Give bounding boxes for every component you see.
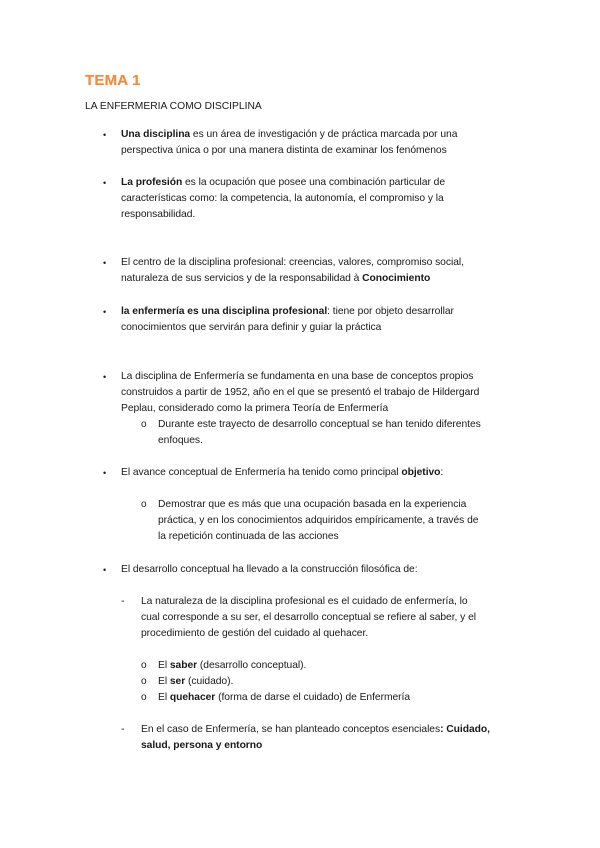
paragraph-line: procedimiento de gestión del cuidado al quehacer. bbox=[141, 628, 369, 639]
sub-bullet-marker: o bbox=[141, 419, 147, 430]
bold-term: quehacer bbox=[169, 692, 216, 703]
paragraph-line bbox=[121, 175, 445, 191]
bold-term: Una disciplina bbox=[121, 129, 191, 140]
sub-bullet-marker: o bbox=[141, 692, 147, 703]
paragraph-line: Durante este trayecto de desarrollo conceptual se han tenido diferentes bbox=[158, 419, 481, 430]
list-item bbox=[158, 658, 306, 674]
paragraph-line bbox=[121, 304, 454, 320]
paragraph-line: salud, persona y entorno bbox=[141, 740, 263, 751]
paragraph-line: enfoques. bbox=[158, 435, 203, 446]
paragraph-line: Peplau, considerado como la primera Teoría de Enfermería bbox=[121, 403, 389, 414]
text-span: El avance conceptual de Enfermería ha tenido como principal bbox=[121, 467, 402, 478]
bullet-marker: • bbox=[103, 178, 107, 188]
text-span: En el caso de Enfermería, se han planteado conceptos esenciales bbox=[141, 724, 441, 735]
bold-term: saber bbox=[169, 660, 198, 671]
bold-term: La profesión bbox=[121, 177, 183, 188]
paragraph-line: El desarrollo conceptual ha llevado a la construcción filosófica de: bbox=[121, 564, 418, 575]
text-span: El bbox=[158, 676, 170, 687]
text-span: naturaleza de sus servicios y de la responsabilidad à bbox=[121, 273, 363, 284]
paragraph-line bbox=[141, 722, 490, 738]
sub-bullet-marker: o bbox=[141, 660, 147, 671]
text-span: El bbox=[158, 692, 170, 703]
bold-term: : Cuidado, bbox=[440, 724, 490, 735]
paragraph-line: El centro de la disciplina profesional: creencias, valores, compromiso social, bbox=[121, 257, 464, 268]
bullet-marker: • bbox=[103, 565, 107, 575]
sub-bullet-marker: o bbox=[141, 499, 147, 510]
text-span: (cuidado). bbox=[185, 676, 234, 687]
paragraph-line bbox=[121, 127, 457, 143]
paragraph-line: práctica, y en los conocimientos adquiridos empíricamente, a través de bbox=[158, 515, 479, 526]
list-item bbox=[158, 674, 233, 690]
bold-term: la enfermería es una disciplina profesional bbox=[121, 306, 328, 317]
paragraph-line bbox=[121, 465, 443, 481]
paragraph-line: responsabilidad. bbox=[121, 209, 196, 220]
paragraph-line: La naturaleza de la disciplina profesional es el cuidado de enfermería, lo bbox=[141, 596, 468, 607]
bold-term: Conocimiento bbox=[362, 273, 431, 284]
section-heading: LA ENFERMERIA COMO DISCIPLINA bbox=[85, 101, 262, 112]
paragraph-line: características como: la competencia, la autonomía, el compromiso y la bbox=[121, 193, 444, 204]
sub-bullet-marker: o bbox=[141, 676, 147, 687]
bullet-marker: • bbox=[103, 130, 107, 140]
text-span: es la ocupación que posee una combinación particular de bbox=[182, 177, 445, 188]
paragraph-line: construidos a partir de 1952, año en el que se presentó el trabajo de Hildergard bbox=[121, 387, 480, 398]
paragraph-line: cual corresponde a su ser, el desarrollo conceptual se refiere al saber, y el bbox=[141, 612, 476, 623]
paragraph-line: La disciplina de Enfermería se fundamenta en una base de conceptos propios bbox=[121, 371, 474, 382]
list-item bbox=[158, 690, 410, 706]
paragraph-line bbox=[121, 271, 430, 287]
dash-marker: - bbox=[121, 596, 125, 607]
text-span: El bbox=[158, 660, 170, 671]
text-span: (desarrollo conceptual). bbox=[197, 660, 307, 671]
text-span: : bbox=[440, 467, 444, 478]
paragraph-line: Demostrar que es más que una ocupación basada en la experiencia bbox=[158, 499, 467, 510]
bullet-marker: • bbox=[103, 468, 107, 478]
page-title: TEMA 1 bbox=[85, 72, 141, 89]
text-span: : tiene por objeto desarrollar bbox=[327, 306, 454, 317]
paragraph-line: conocimientos que servirán para definir y guiar la práctica bbox=[121, 322, 382, 333]
bullet-marker: • bbox=[103, 258, 107, 268]
text-span: es un área de investigación y de práctica marcada por una bbox=[190, 129, 458, 140]
text-span: (forma de darse el cuidado) de Enfermería bbox=[215, 692, 411, 703]
paragraph-line: perspectiva única o por una manera distinta de examinar los fenómenos bbox=[121, 145, 447, 156]
bold-term: ser bbox=[169, 676, 186, 687]
bullet-marker: • bbox=[103, 372, 107, 382]
bold-term: objetivo bbox=[401, 467, 441, 478]
paragraph-line: la repetición continuada de las acciones bbox=[158, 531, 339, 542]
dash-marker: - bbox=[121, 724, 125, 735]
bullet-marker: • bbox=[103, 307, 107, 317]
